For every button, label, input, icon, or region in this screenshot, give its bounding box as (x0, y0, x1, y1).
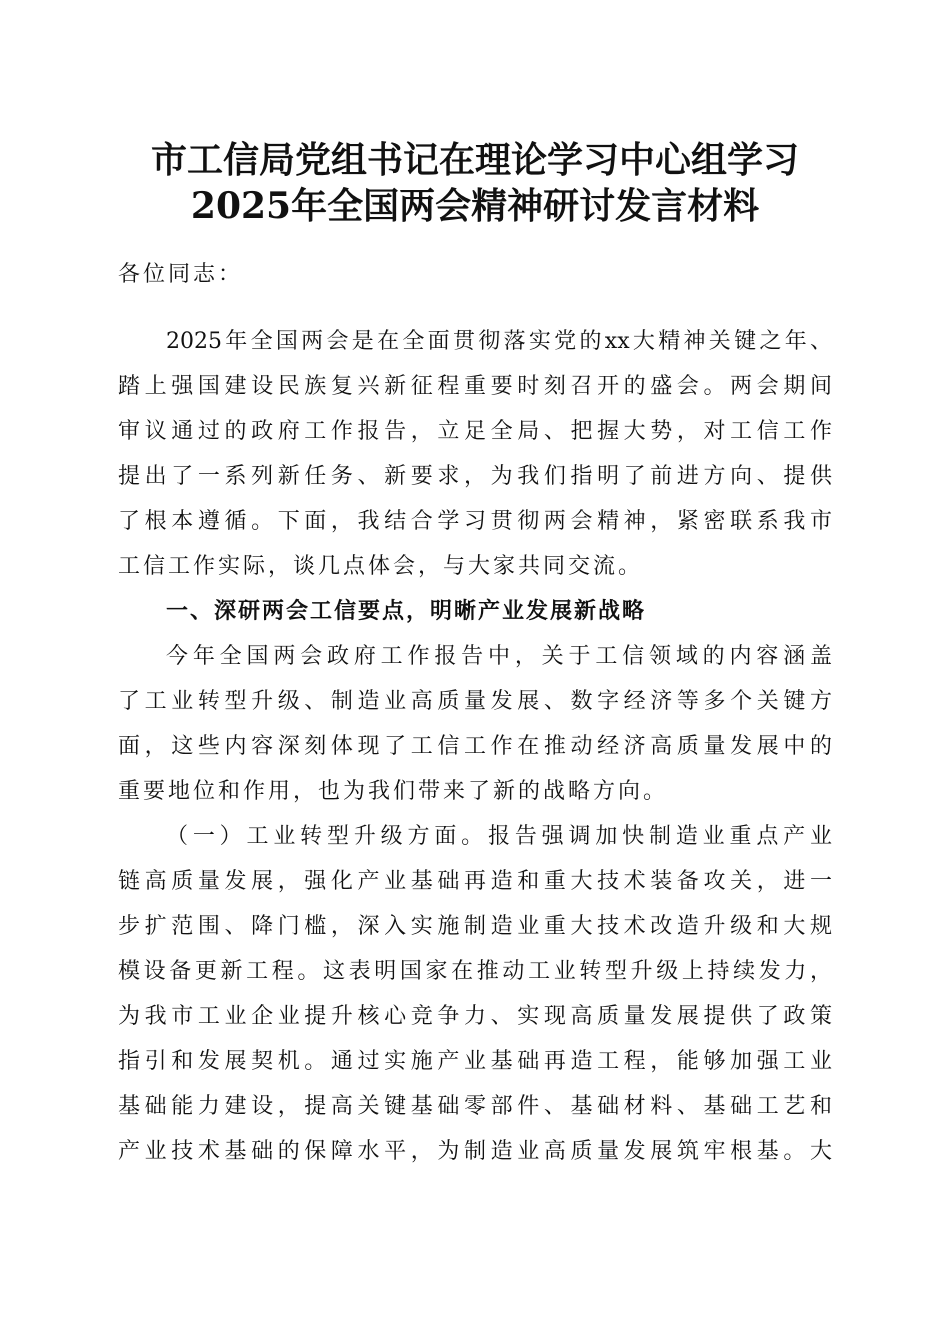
paragraph-1-line: 提出了一系列新任务、新要求，为我们指明了前进方向、提供 (118, 464, 832, 489)
document-title-line-1: 市工信局党组书记在理论学习中心组学习 (150, 139, 799, 181)
paragraph-2-line: 今年全国两会政府工作报告中，关于工信领域的内容涵盖 (166, 644, 832, 669)
paragraph-3-line: 链高质量发展，强化产业基础再造和重大技术装备攻关，进一 (118, 869, 832, 894)
paragraph-1-line: 了根本遵循。下面，我结合学习贯彻两会精神，紧密联系我市 (118, 509, 832, 534)
paragraph-2-line: 面，这些内容深刻体现了工信工作在推动经济高质量发展中的 (118, 734, 832, 759)
paragraph-1-line: 2025年全国两会是在全面贯彻落实党的xx大精神关键之年、 (166, 329, 832, 354)
paragraph-3-line: （一）工业转型升级方面。报告强调加快制造业重点产业 (166, 824, 832, 849)
paragraph-2-line: 重要地位和作用，也为我们带来了新的战略方向。 (118, 779, 669, 804)
paragraph-3-line: 步扩范围、降门槛，深入实施制造业重大技术改造升级和大规 (118, 914, 832, 939)
paragraph-2-line: 了工业转型升级、制造业高质量发展、数字经济等多个关键方 (118, 689, 832, 714)
paragraph-1-line: 踏上强国建设民族复兴新征程重要时刻召开的盛会。两会期间 (118, 374, 832, 399)
paragraph-1-line: 审议通过的政府工作报告，立足全局、把握大势，对工信工作 (118, 419, 832, 444)
paragraph-3-line: 产业技术基础的保障水平，为制造业高质量发展筑牢根基。大 (118, 1139, 832, 1164)
section-heading-1: 一、深研两会工信要点，明晰产业发展新战略 (166, 599, 647, 624)
paragraph-3-line: 指引和发展契机。通过实施产业基础再造工程，能够加强工业 (118, 1049, 832, 1074)
paragraph-3-line: 为我市工业企业提升核心竞争力、实现高质量发展提供了政策 (118, 1004, 832, 1029)
salutation: 各位同志： (118, 262, 244, 287)
paragraph-1-line: 工信工作实际，谈几点体会，与大家共同交流。 (118, 554, 644, 579)
paragraph-3-line: 模设备更新工程。这表明国家在推动工业转型升级上持续发力， (118, 959, 832, 984)
paragraph-3-line: 基础能力建设，提高关键基础零部件、基础材料、基础工艺和 (118, 1094, 832, 1119)
document-title-line-2: 2025年全国两会精神研讨发言材料 (190, 185, 760, 227)
